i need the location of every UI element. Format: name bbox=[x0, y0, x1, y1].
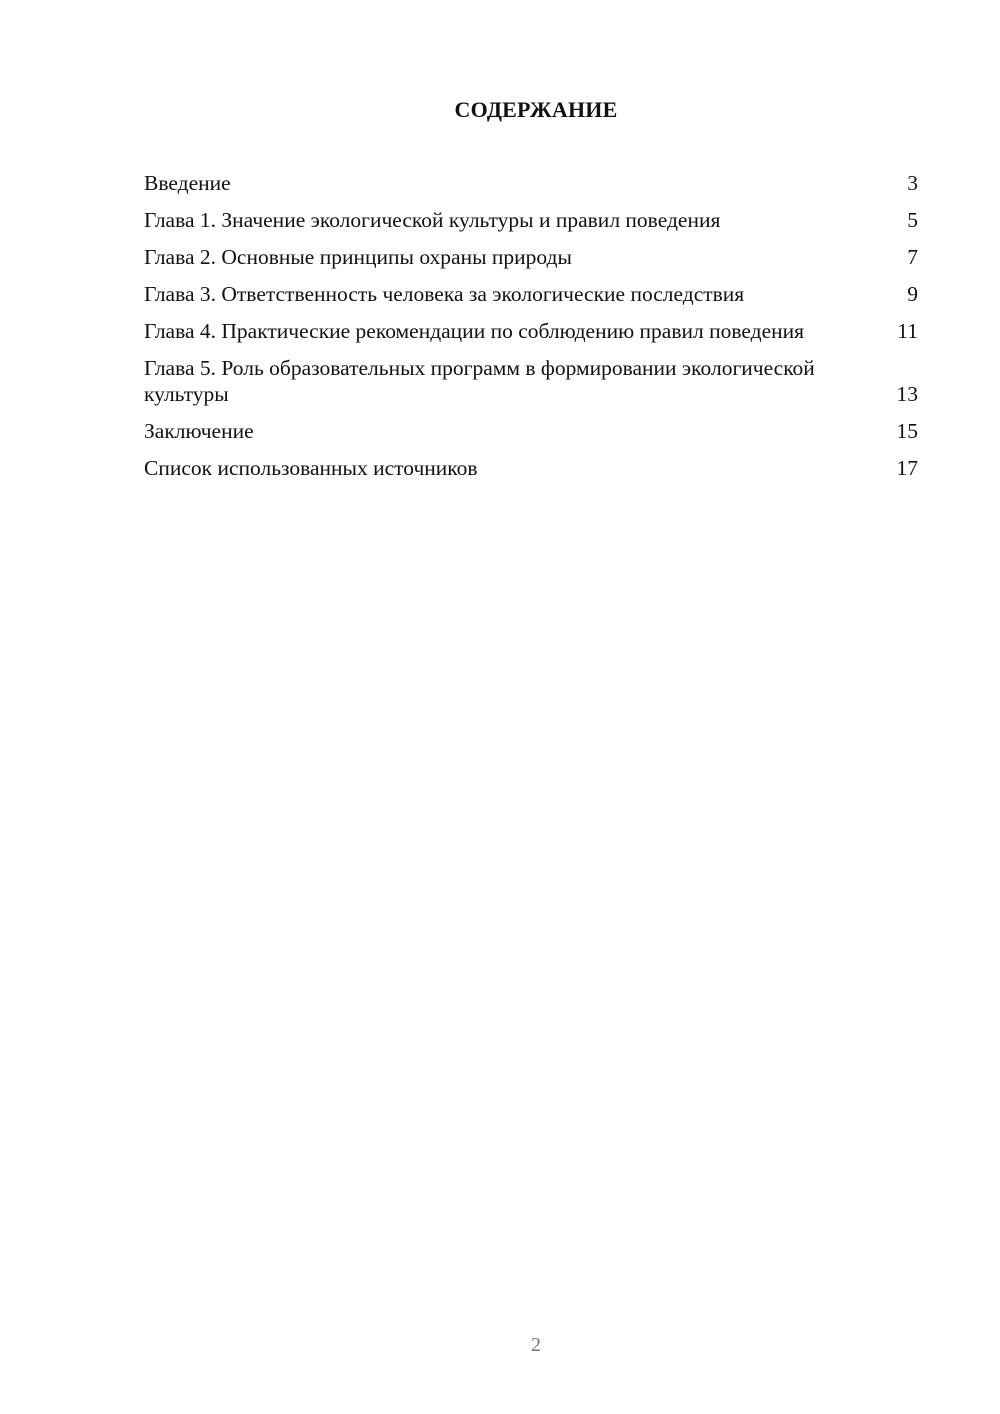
toc-heading: СОДЕРЖАНИЕ bbox=[454, 97, 618, 122]
toc-entry-page: 17 bbox=[896, 456, 918, 480]
toc-entry-page: 3 bbox=[907, 171, 918, 195]
toc-entry-title: Глава 5. Роль образовательных программ в формировании экологической культуры bbox=[144, 356, 815, 406]
toc-entry-page: 15 bbox=[896, 419, 918, 443]
toc-entry-page: 11 bbox=[897, 319, 918, 343]
toc-entry-chapter-4 bbox=[144, 318, 918, 344]
page-number: 2 bbox=[531, 1334, 541, 1356]
toc-entry-introduction bbox=[144, 170, 918, 196]
toc-entry-title: Глава 4. Практические рекомендации по соблюдению правил поведения bbox=[144, 319, 805, 343]
toc-entry-page: 7 bbox=[907, 245, 918, 269]
toc-entry-page: 5 bbox=[907, 208, 918, 232]
toc-entry-title: Заключение bbox=[144, 419, 254, 443]
toc-entry-chapter-3 bbox=[144, 281, 918, 307]
toc-entry-title: Введение bbox=[144, 171, 231, 195]
toc-entry-title: Глава 3. Ответственность человека за экологические последствия bbox=[144, 282, 745, 306]
table-of-contents bbox=[144, 170, 918, 492]
toc-entry-title: Глава 1. Значение экологической культуры и правил поведения bbox=[144, 208, 721, 232]
toc-entry-page: 13 bbox=[896, 382, 918, 406]
toc-entry-title: Список использованных источников bbox=[144, 456, 478, 480]
toc-entry-title: Глава 2. Основные принципы охраны природы bbox=[144, 245, 572, 269]
toc-entry-chapter-2 bbox=[144, 244, 918, 270]
toc-entry-conclusion bbox=[144, 418, 918, 444]
toc-entry-page: 9 bbox=[907, 282, 918, 306]
toc-entry-chapter-5 bbox=[144, 355, 918, 407]
toc-entry-chapter-1 bbox=[144, 207, 918, 233]
toc-entry-references bbox=[144, 455, 918, 481]
